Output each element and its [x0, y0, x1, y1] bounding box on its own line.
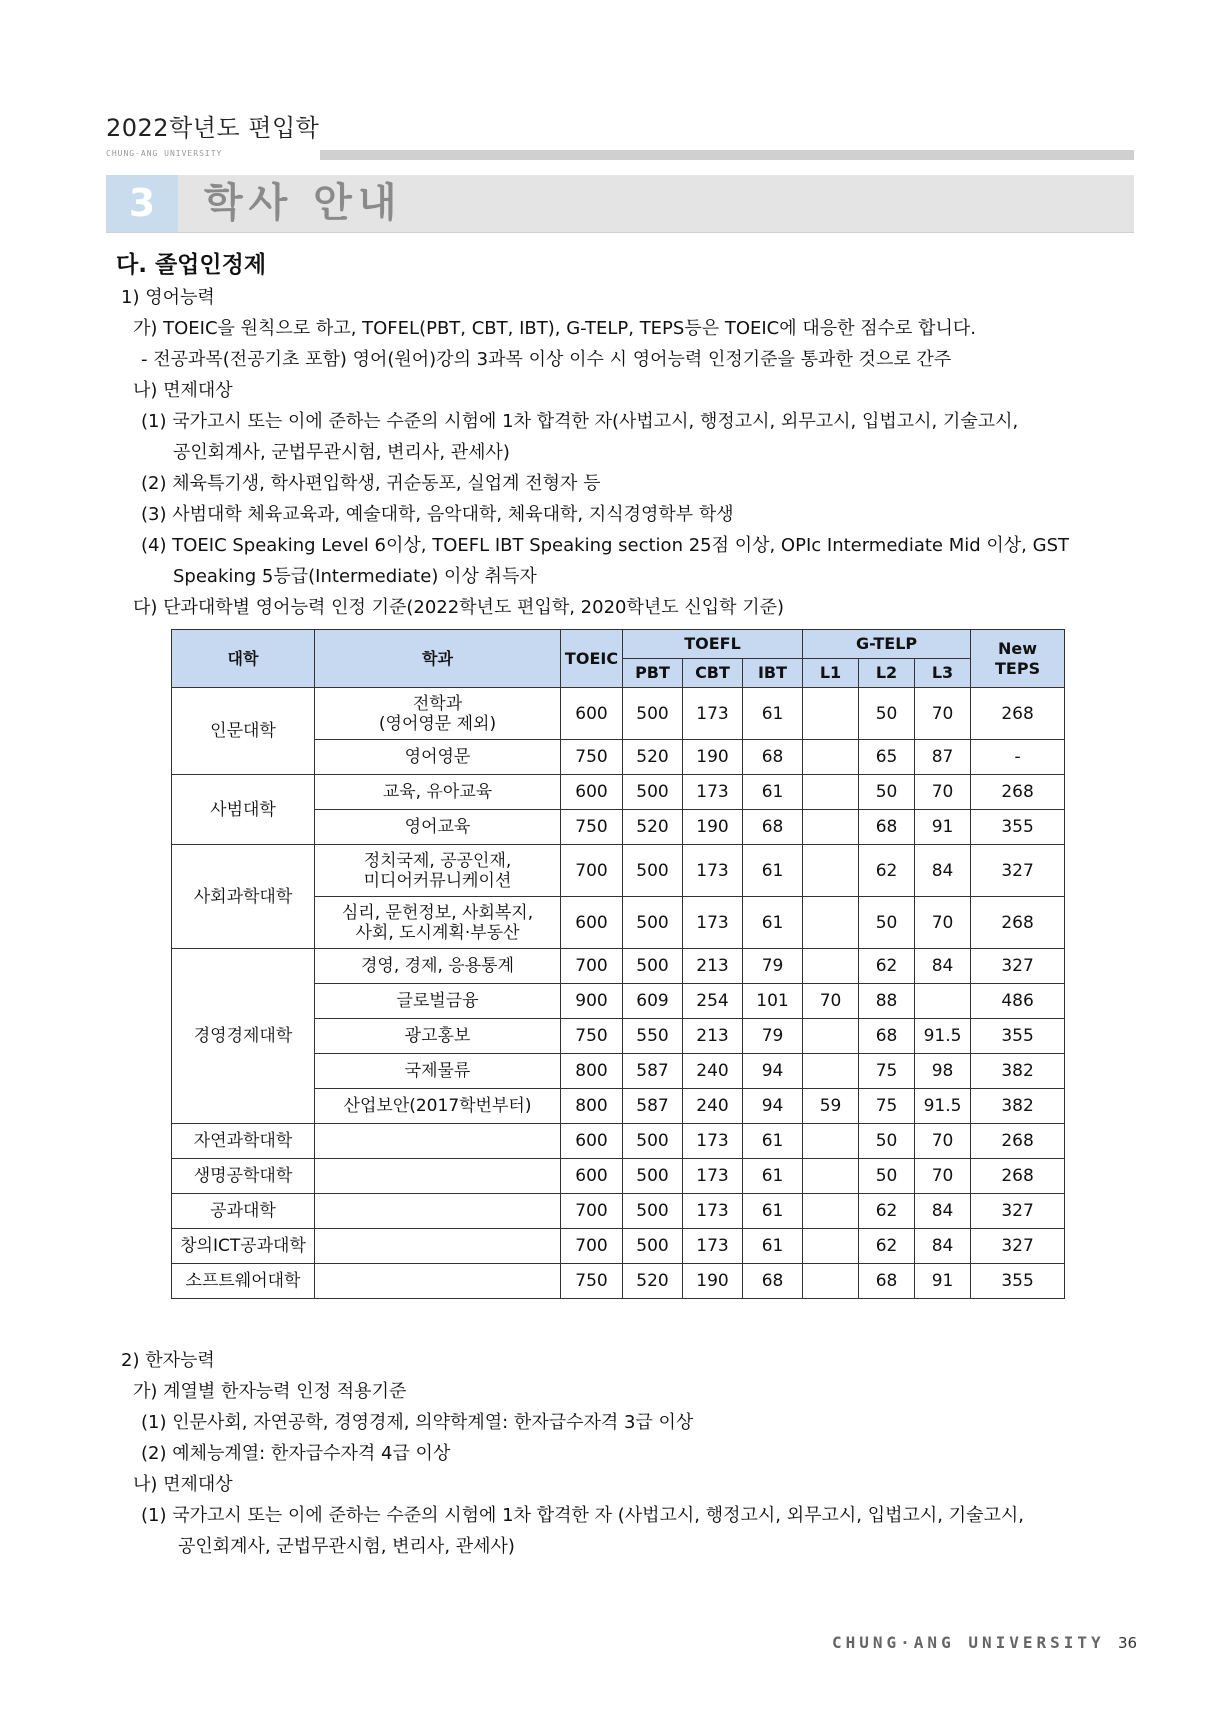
teps-cell: 268 — [971, 1124, 1065, 1159]
header-pbt: PBT — [623, 659, 683, 688]
dept-cell: 산업보안(2017학번부터) — [315, 1089, 561, 1124]
l1-cell — [803, 1124, 859, 1159]
dept-cell — [315, 688, 561, 740]
pbt-cell: 587 — [623, 1089, 683, 1124]
toeic-cell: 750 — [561, 1019, 623, 1054]
dept-cell — [315, 1194, 561, 1229]
english-da: 다) 단과대학별 영어능력 인정 기준(2022학년도 편입학, 2020학년도 신입학 기준) — [133, 597, 785, 618]
hanja-title: 2) 한자능력 — [121, 1350, 215, 1371]
l3-cell: 91 — [915, 810, 971, 845]
l2-cell: 62 — [859, 949, 915, 984]
dept-cell — [315, 1264, 561, 1299]
hanja-criterion-2: (2) 예체능계열: 한자급수자격 4급 이상 — [141, 1443, 451, 1464]
college-cell: 사회과학대학 — [172, 845, 315, 949]
dept-line: 전학과 — [412, 693, 463, 714]
english-exempt-1b: 공인회계사, 군법무관시험, 변리사, 관세사) — [173, 442, 510, 463]
ibt-cell: 61 — [743, 1229, 803, 1264]
table-row — [172, 949, 1065, 984]
toeic-cell: 800 — [561, 1089, 623, 1124]
hanja-criterion-1: (1) 인문사회, 자연공학, 경영경제, 의약학계열: 한자급수자격 3급 이상 — [141, 1412, 694, 1433]
hanja-ga: 가) 계열별 한자능력 인정 적용기준 — [133, 1381, 407, 1402]
cbt-cell: 173 — [683, 845, 743, 897]
english-exempt-2: (2) 체육특기생, 학사편입학생, 귀순동포, 실업계 전형자 등 — [141, 473, 601, 494]
ibt-cell: 79 — [743, 1019, 803, 1054]
pbt-cell: 520 — [623, 1264, 683, 1299]
cbt-cell: 173 — [683, 1159, 743, 1194]
english-title: 1) 영어능력 — [121, 287, 215, 308]
dept-cell: 영어교육 — [315, 810, 561, 845]
cbt-cell: 190 — [683, 810, 743, 845]
teps-cell: 268 — [971, 897, 1065, 949]
cbt-cell: 240 — [683, 1054, 743, 1089]
l3-cell: 84 — [915, 1194, 971, 1229]
toeic-cell: 750 — [561, 1264, 623, 1299]
l1-cell — [803, 1229, 859, 1264]
cbt-cell: 173 — [683, 1229, 743, 1264]
ibt-cell: 61 — [743, 845, 803, 897]
pbt-cell: 550 — [623, 1019, 683, 1054]
ibt-cell: 61 — [743, 897, 803, 949]
toeic-cell: 700 — [561, 845, 623, 897]
pbt-cell: 587 — [623, 1054, 683, 1089]
l3-cell: 70 — [915, 775, 971, 810]
hanja-na: 나) 면제대상 — [133, 1474, 233, 1495]
table-row — [172, 1194, 1065, 1229]
l2-cell: 50 — [859, 1159, 915, 1194]
hanja-exempt-1b: 공인회계사, 군법무관시험, 변리사, 관세사) — [178, 1536, 515, 1557]
header-cbt: CBT — [683, 659, 743, 688]
header-l1: L1 — [803, 659, 859, 688]
l1-cell — [803, 949, 859, 984]
ibt-cell: 68 — [743, 740, 803, 775]
l1-cell — [803, 845, 859, 897]
l2-cell: 75 — [859, 1054, 915, 1089]
college-cell: 소프트웨어대학 — [172, 1264, 315, 1299]
pbt-cell: 520 — [623, 740, 683, 775]
dept-cell: 글로벌금융 — [315, 984, 561, 1019]
english-exempt-4a: (4) TOEIC Speaking Level 6이상, TOEFL IBT Speaking section 25점 이상, OPIc Intermediate Mid 이상, GST — [141, 535, 1069, 556]
l2-cell: 65 — [859, 740, 915, 775]
dept-line: 사회, 도시계획·부동산 — [355, 922, 520, 943]
ibt-cell: 94 — [743, 1089, 803, 1124]
college-cell: 자연과학대학 — [172, 1124, 315, 1159]
l3-cell: 91 — [915, 1264, 971, 1299]
ibt-cell: 61 — [743, 1159, 803, 1194]
table-row — [172, 775, 1065, 810]
table-row — [172, 1264, 1065, 1299]
l1-cell: 70 — [803, 984, 859, 1019]
cbt-cell: 254 — [683, 984, 743, 1019]
header-teps-line1: New — [998, 638, 1038, 658]
toeic-cell: 750 — [561, 740, 623, 775]
pbt-cell: 500 — [623, 1159, 683, 1194]
college-cell: 사범대학 — [172, 775, 315, 845]
hanja-exempt-1a: (1) 국가고시 또는 이에 준하는 수준의 시험에 1차 합격한 자 (사법고시, 행정고시, 외무고시, 입법고시, 기술고시, — [141, 1505, 1024, 1526]
table-row — [172, 1159, 1065, 1194]
toeic-cell: 600 — [561, 688, 623, 740]
dept-cell — [315, 897, 561, 949]
l3-cell: 98 — [915, 1054, 971, 1089]
l1-cell — [803, 1194, 859, 1229]
ibt-cell: 61 — [743, 1194, 803, 1229]
ibt-cell: 68 — [743, 1264, 803, 1299]
teps-cell: - — [971, 740, 1065, 775]
dept-cell: 영어영문 — [315, 740, 561, 775]
toeic-cell: 600 — [561, 897, 623, 949]
l1-cell — [803, 1054, 859, 1089]
l1-cell: 59 — [803, 1089, 859, 1124]
toeic-cell: 800 — [561, 1054, 623, 1089]
teps-cell: 355 — [971, 1264, 1065, 1299]
l2-cell: 62 — [859, 845, 915, 897]
l2-cell: 50 — [859, 897, 915, 949]
english-exempt-1a: (1) 국가고시 또는 이에 준하는 수준의 시험에 1차 합격한 자(사법고시, 행정고시, 외무고시, 입법고시, 기술고시, — [141, 411, 1019, 432]
header-l3: L3 — [915, 659, 971, 688]
section-title: 학사 안내 — [204, 180, 403, 226]
teps-cell: 327 — [971, 1194, 1065, 1229]
dept-cell — [315, 1229, 561, 1264]
l3-cell: 91.5 — [915, 1019, 971, 1054]
cbt-cell: 173 — [683, 775, 743, 810]
l3-cell: 70 — [915, 1124, 971, 1159]
pbt-cell: 500 — [623, 845, 683, 897]
l2-cell: 62 — [859, 1194, 915, 1229]
l1-cell — [803, 1019, 859, 1054]
cbt-cell: 213 — [683, 1019, 743, 1054]
english-criteria-table — [171, 629, 1065, 1299]
header-toeic: TOEIC — [561, 630, 623, 688]
l2-cell: 68 — [859, 810, 915, 845]
section-number: 3 — [106, 175, 178, 232]
l2-cell: 50 — [859, 688, 915, 740]
dept-cell — [315, 1159, 561, 1194]
toeic-cell: 700 — [561, 949, 623, 984]
english-ga: 가) TOEIC을 원칙으로 하고, TOFEL(PBT, CBT, IBT), G-TELP, TEPS등은 TOEIC에 대응한 점수로 합니다. — [133, 318, 977, 339]
dept-line: 미디어커뮤니케이션 — [363, 870, 512, 891]
english-exempt-3: (3) 사범대학 체육교육과, 예술대학, 음악대학, 체육대학, 지식경영학부 학생 — [141, 504, 734, 525]
l3-cell: 84 — [915, 949, 971, 984]
teps-cell: 268 — [971, 688, 1065, 740]
l1-cell — [803, 740, 859, 775]
cbt-cell: 173 — [683, 897, 743, 949]
dept-cell: 교육, 유아교육 — [315, 775, 561, 810]
l2-cell: 68 — [859, 1264, 915, 1299]
university-logo-text: CHUNG·ANG UNIVERSITY — [832, 1633, 1105, 1652]
pbt-cell: 500 — [623, 1194, 683, 1229]
ibt-cell: 68 — [743, 810, 803, 845]
ibt-cell: 94 — [743, 1054, 803, 1089]
header-teps — [971, 630, 1065, 688]
subsection-heading: 다. 졸업인정제 — [116, 252, 267, 278]
l3-cell — [915, 984, 971, 1019]
teps-cell: 486 — [971, 984, 1065, 1019]
teps-cell: 382 — [971, 1054, 1065, 1089]
ibt-cell: 61 — [743, 775, 803, 810]
l3-cell: 84 — [915, 1229, 971, 1264]
table-row — [172, 1124, 1065, 1159]
teps-cell: 327 — [971, 1229, 1065, 1264]
pbt-cell: 500 — [623, 897, 683, 949]
college-cell: 창의ICT공과대학 — [172, 1229, 315, 1264]
teps-cell: 355 — [971, 810, 1065, 845]
table-row — [172, 845, 1065, 897]
english-exempt-4b: Speaking 5등급(Intermediate) 이상 취득자 — [173, 566, 537, 587]
header-ibt: IBT — [743, 659, 803, 688]
teps-cell: 327 — [971, 949, 1065, 984]
ibt-cell: 101 — [743, 984, 803, 1019]
pbt-cell: 500 — [623, 1124, 683, 1159]
college-cell: 공과대학 — [172, 1194, 315, 1229]
toeic-cell: 750 — [561, 810, 623, 845]
dept-line: 정치국제, 공공인재, — [363, 850, 512, 871]
ibt-cell: 61 — [743, 688, 803, 740]
l1-cell — [803, 897, 859, 949]
toeic-cell: 700 — [561, 1194, 623, 1229]
pbt-cell: 520 — [623, 810, 683, 845]
l2-cell: 50 — [859, 1124, 915, 1159]
cbt-cell: 213 — [683, 949, 743, 984]
teps-cell: 268 — [971, 775, 1065, 810]
teps-cell: 355 — [971, 1019, 1065, 1054]
l3-cell: 70 — [915, 1159, 971, 1194]
page-number: 36 — [1118, 1634, 1138, 1652]
l3-cell: 87 — [915, 740, 971, 775]
toeic-cell: 700 — [561, 1229, 623, 1264]
pbt-cell: 500 — [623, 688, 683, 740]
header-college: 대학 — [172, 630, 315, 688]
pbt-cell: 609 — [623, 984, 683, 1019]
cbt-cell: 173 — [683, 1194, 743, 1229]
teps-cell: 268 — [971, 1159, 1065, 1194]
college-cell: 인문대학 — [172, 688, 315, 775]
toeic-cell: 900 — [561, 984, 623, 1019]
l3-cell: 70 — [915, 688, 971, 740]
l2-cell: 62 — [859, 1229, 915, 1264]
l3-cell: 84 — [915, 845, 971, 897]
l3-cell: 70 — [915, 897, 971, 949]
pbt-cell: 500 — [623, 1229, 683, 1264]
toeic-cell: 600 — [561, 775, 623, 810]
document-title: 2022학년도 편입학 — [106, 114, 320, 142]
dept-cell — [315, 1124, 561, 1159]
pbt-cell: 500 — [623, 775, 683, 810]
ibt-cell: 79 — [743, 949, 803, 984]
cbt-cell: 173 — [683, 1124, 743, 1159]
l1-cell — [803, 775, 859, 810]
l2-cell: 68 — [859, 1019, 915, 1054]
l1-cell — [803, 688, 859, 740]
l3-cell: 91.5 — [915, 1089, 971, 1124]
section-band — [106, 175, 1134, 233]
dept-line: (영어영문 제외) — [378, 713, 497, 734]
header-l2: L2 — [859, 659, 915, 688]
cbt-cell: 190 — [683, 740, 743, 775]
college-cell: 경영경제대학 — [172, 949, 315, 1124]
cbt-cell: 173 — [683, 688, 743, 740]
pbt-cell: 500 — [623, 949, 683, 984]
teps-cell: 327 — [971, 845, 1065, 897]
l1-cell — [803, 1264, 859, 1299]
dept-cell: 국제물류 — [315, 1054, 561, 1089]
dept-line: 심리, 문헌정보, 사회복지, — [341, 902, 534, 923]
english-na: 나) 면제대상 — [133, 380, 233, 401]
l1-cell — [803, 1159, 859, 1194]
header-teps-line2: TEPS — [995, 658, 1041, 678]
dept-cell — [315, 845, 561, 897]
l2-cell: 88 — [859, 984, 915, 1019]
cbt-cell: 190 — [683, 1264, 743, 1299]
dept-cell: 광고홍보 — [315, 1019, 561, 1054]
header-dept: 학과 — [315, 630, 561, 688]
dept-cell: 경영, 경제, 응용통계 — [315, 949, 561, 984]
table-row — [172, 1229, 1065, 1264]
ibt-cell: 61 — [743, 1124, 803, 1159]
toeic-cell: 600 — [561, 1124, 623, 1159]
header-toefl: TOEFL — [623, 630, 803, 659]
toeic-cell: 600 — [561, 1159, 623, 1194]
l2-cell: 75 — [859, 1089, 915, 1124]
table-row — [172, 688, 1065, 740]
cbt-cell: 240 — [683, 1089, 743, 1124]
l1-cell — [803, 810, 859, 845]
english-ga-note: - 전공과목(전공기초 포함) 영어(원어)강의 3과목 이상 이수 시 영어능력 인정기준을 통과한 것으로 간주 — [141, 349, 952, 370]
l2-cell: 50 — [859, 775, 915, 810]
teps-cell: 382 — [971, 1089, 1065, 1124]
header-divider-bar — [320, 150, 1134, 160]
college-cell: 생명공학대학 — [172, 1159, 315, 1194]
header-gtelp: G-TELP — [803, 630, 971, 659]
header-sub-strip: CHUNG-ANG UNIVERSITY — [106, 149, 223, 158]
